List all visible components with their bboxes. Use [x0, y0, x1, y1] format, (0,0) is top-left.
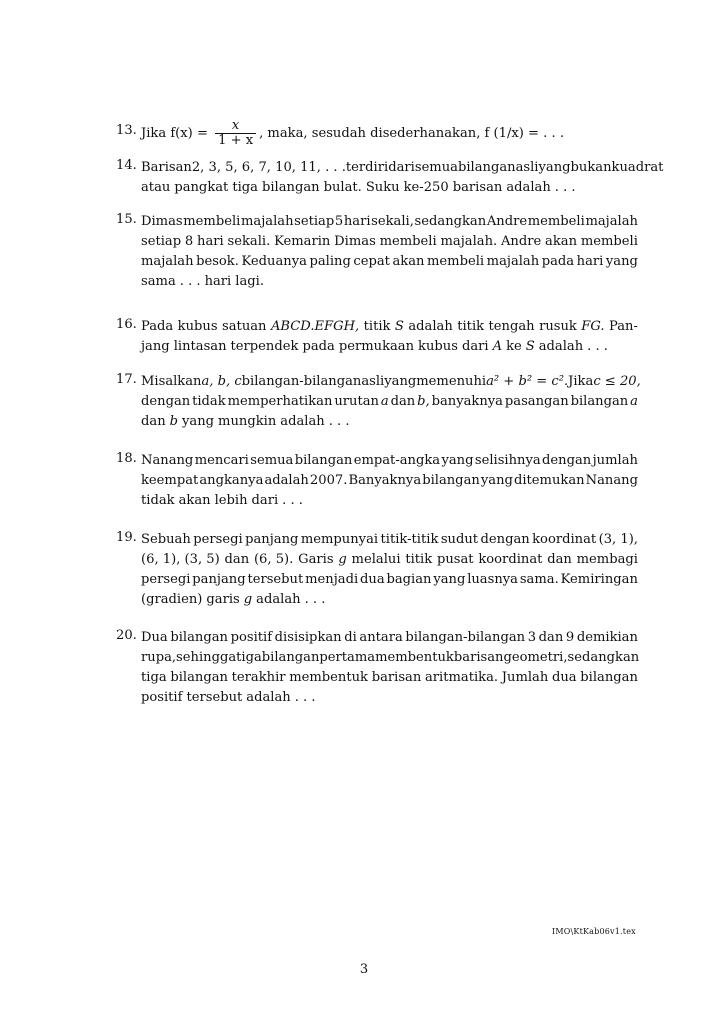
fraction: [215, 119, 256, 148]
text-word: memenuhi: [416, 374, 487, 389]
text-word: Nanang: [141, 453, 194, 468]
text-word: banyaknya: [431, 394, 503, 409]
text-word: Banyaknya: [348, 473, 422, 488]
text-word: membeli: [580, 234, 638, 249]
text-word: membentuk: [375, 650, 454, 665]
text-word: . . .: [294, 690, 316, 705]
text-word: ditemukan: [513, 473, 585, 488]
text-word: pertama: [319, 650, 376, 665]
text-line: [141, 648, 638, 668]
text-word: Kemiringan: [560, 572, 638, 587]
text-word: bilangan: [170, 630, 228, 645]
text-line: [141, 252, 638, 272]
text-word: yang: [538, 160, 571, 175]
problem-number: 20.: [116, 628, 137, 643]
text-line: [141, 317, 638, 337]
text-word: adalah: [256, 592, 301, 607]
text-word: ABCD.EFGH,: [270, 319, 360, 334]
text-word: (6, 5).: [253, 552, 294, 567]
text-word: sedangkan: [567, 650, 640, 665]
text-word: keempat: [141, 473, 199, 488]
text-word: yang: [384, 374, 417, 389]
text-word: Garis: [298, 552, 334, 567]
text-word: paling: [309, 254, 351, 269]
text-word: adalah: [280, 414, 325, 429]
text-word: titik-titik: [380, 532, 439, 547]
text-word: positif: [141, 690, 183, 705]
text-word: Jumlah: [501, 670, 549, 685]
text-word: b: [169, 414, 179, 429]
problem-19: [116, 530, 638, 610]
text-line: [141, 688, 638, 708]
text-word: Barisan: [141, 160, 192, 175]
text-word: akan: [392, 254, 425, 269]
text-word: g: [338, 552, 347, 567]
text-word: dengan: [542, 453, 592, 468]
text-word: demikian: [576, 630, 638, 645]
text-word: kuadrat: [611, 160, 664, 175]
problem-number: 18.: [116, 451, 137, 466]
text-word: asli: [361, 374, 385, 389]
text-word: lagi.: [235, 274, 264, 289]
text-word: 5: [334, 214, 344, 229]
text-line: [141, 272, 638, 292]
text-word: majalah: [240, 214, 294, 229]
text-word: pada: [302, 339, 335, 354]
text-word: titik: [457, 319, 485, 334]
text-word: bilangan: [261, 650, 320, 665]
text-word: hari: [204, 274, 232, 289]
text-word: garis: [206, 592, 240, 607]
text-word: besok.: [196, 254, 239, 269]
text-word: bilangan: [170, 670, 228, 685]
text-word: bilangan: [422, 473, 480, 488]
text-word: empat-angka: [353, 453, 441, 468]
text-word: bilangan: [261, 180, 320, 195]
text-word: Kemarin: [274, 234, 331, 249]
text-word: antara: [359, 630, 403, 645]
text-word: yang: [605, 254, 638, 269]
text-word: dua: [360, 572, 385, 587]
text-word: Andre: [486, 214, 528, 229]
text-word: sekali.: [227, 234, 271, 249]
text-word: bilangan: [580, 670, 638, 685]
text-word: yang: [441, 453, 474, 468]
text-word: 8: [184, 234, 194, 249]
text-line: [141, 212, 638, 232]
text-word: aritmatika.: [424, 670, 499, 685]
footer-file-tag: IMO\KtKab06v1.tex: [552, 927, 636, 936]
text-word: sudut: [440, 532, 479, 547]
text-line: [141, 471, 638, 491]
text-word: lintasan: [173, 339, 227, 354]
text-word: 9: [565, 630, 575, 645]
text-word: c ≤ 20,: [593, 374, 641, 389]
text-word: koordinat: [532, 532, 597, 547]
text-word: mencari: [194, 453, 249, 468]
text-word: adalah: [408, 319, 453, 334]
text-word: titik: [405, 552, 433, 567]
text-word: Misalkan: [141, 374, 202, 389]
text-word: . . .: [554, 180, 576, 195]
text-word: pangkat: [174, 180, 229, 195]
text-word: koordinat: [478, 552, 543, 567]
problem-15: [116, 212, 638, 292]
text-word: dan: [547, 552, 572, 567]
text-word: tidak: [141, 493, 175, 508]
problem-13: [116, 118, 638, 150]
fraction-denominator: 1 + x: [218, 133, 254, 148]
text-word: ke-250: [403, 180, 449, 195]
text-word: satuan: [222, 319, 267, 334]
text-word: dari: [388, 160, 415, 175]
text-word: kubus: [418, 339, 458, 354]
text-word: tersebut: [186, 690, 243, 705]
text-word: . . .: [587, 339, 608, 354]
text-word: lebih: [214, 493, 248, 508]
text-word: sedangkan: [414, 214, 487, 229]
text-line: [141, 530, 638, 550]
text-word: disisipkan: [274, 630, 342, 645]
text-word: b,: [417, 394, 430, 409]
text-word: dari: [251, 493, 279, 508]
text-word: dan: [538, 630, 564, 645]
text-word: terpendek: [230, 339, 299, 354]
text-word: 3: [527, 630, 537, 645]
text-word: yang: [480, 473, 513, 488]
text-word: urutan: [334, 394, 379, 409]
text-word: Suku: [365, 180, 400, 195]
text-word: panjang: [245, 532, 299, 547]
text-word: hari: [576, 254, 604, 269]
text-word: Pada: [141, 319, 174, 334]
problem-18: [116, 451, 638, 511]
text-word: dan: [390, 394, 416, 409]
text-word: A: [492, 339, 503, 354]
text-word: . . .: [179, 274, 201, 289]
text-word: pasangan: [504, 394, 569, 409]
text-word: (gradien): [141, 592, 203, 607]
text-line: [141, 412, 638, 432]
text-word: Dua: [141, 630, 168, 645]
problem-number: 13.: [116, 123, 137, 138]
text-word: . . .: [282, 493, 303, 508]
problem-number: 16.: [116, 317, 137, 332]
text-word: a: [630, 394, 638, 409]
text-word: terakhir: [231, 670, 286, 685]
text-word: sama: [141, 274, 176, 289]
text-word: bulat.: [323, 180, 362, 195]
text-word: setiap: [141, 234, 182, 249]
text-word: rusuk: [539, 319, 577, 334]
text-word: membentuk: [289, 670, 368, 685]
text-word: barisan: [453, 650, 504, 665]
text-word: Jika: [568, 374, 594, 389]
text-word: a: [380, 394, 389, 409]
text-word: bagian: [386, 572, 432, 587]
text-word: a² + b² = c².: [486, 374, 569, 389]
text-line: [141, 178, 638, 198]
text-word: panjang: [192, 572, 246, 587]
text-word: adalah: [506, 180, 551, 195]
problem-16: [116, 317, 638, 357]
text-word: membeli: [427, 254, 485, 269]
text-word: majalah: [141, 254, 194, 269]
text-line: [141, 392, 638, 412]
text-word: rupa,: [141, 650, 177, 665]
text-word: titik: [363, 319, 391, 334]
text-word: dengan: [480, 532, 530, 547]
text-word: bilangan: [294, 453, 353, 468]
text-word: melalui: [351, 552, 401, 567]
text-word: akan: [545, 234, 578, 249]
text-word: tersebut: [247, 572, 304, 587]
text-word: mungkin: [218, 414, 277, 429]
problem-text: , maka, sesudah disederhanakan, f (1/x) = . . .: [259, 126, 564, 141]
text-word: tiga: [232, 180, 258, 195]
problem-20: [116, 628, 638, 708]
text-word: akan: [178, 493, 211, 508]
text-word: dari: [461, 339, 489, 354]
text-line: [141, 590, 638, 610]
text-word: angkanya: [199, 473, 264, 488]
text-word: hari: [343, 214, 371, 229]
text-word: barisan: [452, 180, 503, 195]
text-word: majalah.: [440, 234, 498, 249]
text-word: S: [525, 339, 535, 354]
text-word: FG.: [581, 319, 605, 334]
text-word: memperhatikan: [227, 394, 333, 409]
text-word: jang: [141, 339, 170, 354]
text-word: bilangan-bilangan: [241, 374, 362, 389]
text-word: atau: [141, 180, 171, 195]
text-line: [141, 451, 638, 471]
text-word: semua: [414, 160, 458, 175]
text-word: selisihnya: [474, 453, 541, 468]
text-word: ke: [506, 339, 522, 354]
text-word: adalah: [246, 690, 291, 705]
text-line: [141, 628, 638, 648]
problem-number: 17.: [116, 372, 137, 387]
text-word: g: [243, 592, 253, 607]
text-word: Keduanya: [241, 254, 307, 269]
text-word: menjadi: [305, 572, 359, 587]
text-line: [141, 550, 638, 570]
text-word: bukan: [570, 160, 612, 175]
text-word: sehingga: [176, 650, 237, 665]
text-word: majalah: [585, 214, 638, 229]
text-word: mempunyai: [300, 532, 379, 547]
text-word: S: [394, 319, 404, 334]
text-word: majalah: [486, 254, 540, 269]
text-word: asli: [515, 160, 539, 175]
text-word: membagi: [576, 552, 638, 567]
text-word: Andre: [500, 234, 542, 249]
text-line: [141, 491, 638, 511]
text-word: yang: [433, 572, 466, 587]
text-word: persegi: [141, 572, 191, 587]
problem-number: 19.: [116, 530, 137, 545]
text-word: yang: [182, 414, 215, 429]
text-word: (6, 1), (3, 5): [141, 552, 220, 567]
text-word: jumlah: [592, 453, 638, 468]
text-line: [141, 570, 638, 590]
text-word: di: [344, 630, 357, 645]
text-word: tengah: [488, 319, 535, 334]
text-word: Sebuah: [141, 532, 191, 547]
text-word: bilangan: [457, 160, 516, 175]
text-word: (3, 1),: [598, 532, 638, 547]
problem-number: 15.: [116, 212, 137, 227]
text-line: [141, 668, 638, 688]
text-word: barisan: [371, 670, 422, 685]
text-word: dan: [224, 552, 250, 567]
problem-number: 14.: [116, 158, 137, 173]
text-word: sama.: [519, 572, 559, 587]
text-word: persegi: [193, 532, 243, 547]
text-word: tiga: [236, 650, 262, 665]
text-word: bilangan: [570, 394, 629, 409]
text-word: Nanang: [585, 473, 638, 488]
text-word: tidak: [192, 394, 226, 409]
problem-14: [116, 158, 664, 198]
text-line: [141, 372, 641, 392]
text-word: membeli: [379, 234, 437, 249]
text-line: [141, 337, 638, 357]
text-line: [141, 232, 638, 252]
text-word: Pan-: [609, 319, 638, 334]
text-line: [141, 158, 664, 178]
text-word: . . .: [304, 592, 326, 607]
text-word: bilangan-bilangan: [405, 630, 526, 645]
text-word: 2, 3, 5, 6, 7, 10, 11, . . .: [191, 160, 346, 175]
text-word: Dimas: [334, 234, 376, 249]
text-word: positif: [230, 630, 273, 645]
text-word: luasnya: [467, 572, 518, 587]
text-word: permukaan: [338, 339, 415, 354]
text-word: adalah: [538, 339, 584, 354]
text-word: setiap: [294, 214, 335, 229]
text-word: dua: [551, 670, 577, 685]
page-number: 3: [359, 962, 369, 977]
text-word: kubus: [177, 319, 218, 334]
text-word: pada: [541, 254, 575, 269]
text-word: geometri,: [503, 650, 568, 665]
text-word: cepat: [353, 254, 390, 269]
text-word: pusat: [436, 552, 474, 567]
text-word: . . .: [328, 414, 350, 429]
text-word: dan: [141, 414, 166, 429]
text-word: sekali,: [371, 214, 414, 229]
text-word: terdiri: [345, 160, 389, 175]
text-word: tiga: [141, 670, 167, 685]
text-word: 2007.: [309, 473, 348, 488]
text-word: a, b, c: [201, 374, 242, 389]
fraction-numerator: x: [215, 119, 256, 134]
problem-17: [116, 372, 641, 432]
text-word: dengan: [141, 394, 191, 409]
problem-text: Jika f(x) =: [141, 126, 213, 141]
text-word: semua: [250, 453, 294, 468]
text-word: membeli: [183, 214, 241, 229]
text-word: adalah: [264, 473, 309, 488]
text-word: hari: [197, 234, 224, 249]
text-word: membeli: [527, 214, 585, 229]
text-word: Dimas: [141, 214, 183, 229]
